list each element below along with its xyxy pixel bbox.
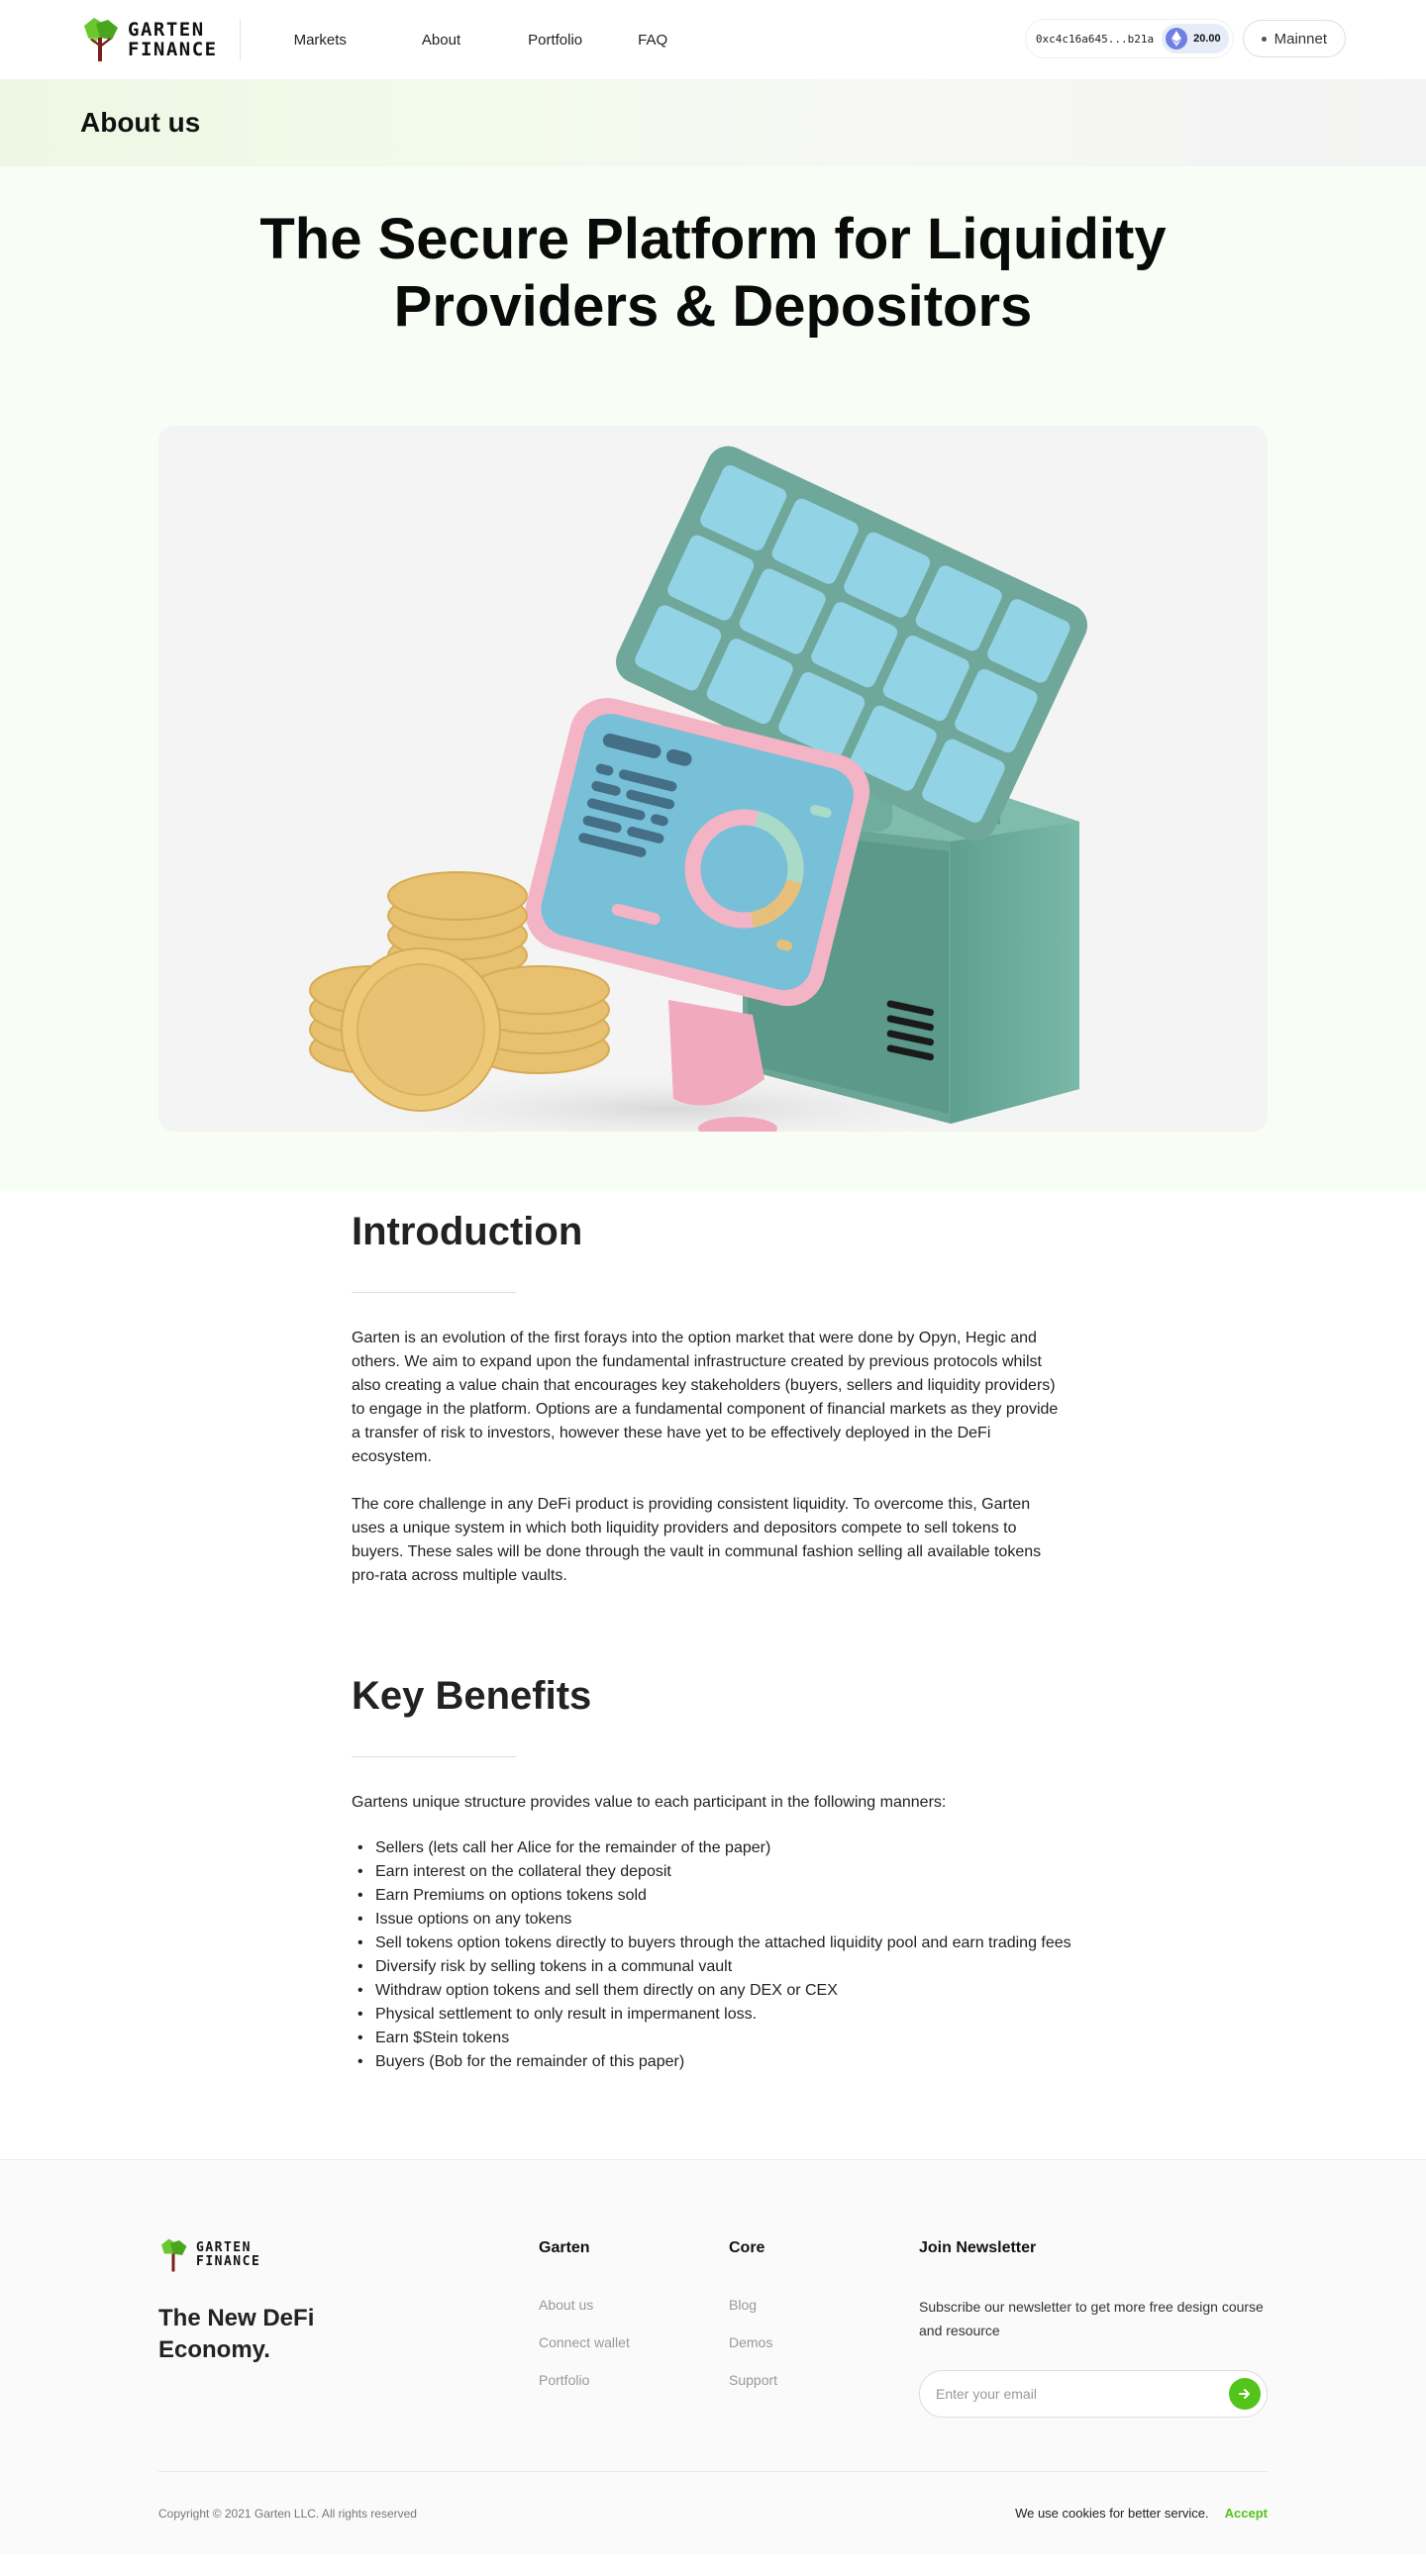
list-item: • Physical settlement to only result in impermanent loss.: [352, 2003, 1074, 2027]
tree-logo-icon: [158, 2237, 188, 2273]
footer-link-about-us[interactable]: About us: [539, 2297, 594, 2313]
introduction-paragraph: The core challenge in any DeFi product is providing consistent liquidity. To overcome this, Garten uses a unique system in which both liquidity providers and depositors compete to sell tokens to buyers. These sales will be done through the vault in communal fashion selling all available tokens pro-rata across multiple vaults.: [352, 1496, 1042, 1584]
nav-markets[interactable]: Markets: [293, 31, 347, 49]
footer-logo[interactable]: [158, 2237, 539, 2273]
main-nav: [294, 32, 668, 49]
list-item: • Earn Premiums on options tokens sold: [352, 1884, 1074, 1908]
footer-link-support[interactable]: Support: [729, 2372, 778, 2388]
introduction-title: Introduction: [352, 1210, 583, 1253]
key-benefits-section: [352, 1671, 1074, 2074]
introduction-divider: [352, 1292, 516, 1293]
tree-logo-icon: [80, 16, 120, 63]
benefits-list: [352, 1836, 1074, 2074]
about-banner: [0, 79, 1426, 166]
copyright-text: Copyright © 2021 Garten LLC. All rights reserved: [158, 2506, 417, 2521]
ethereum-icon: [1166, 28, 1187, 50]
hero-section: [0, 166, 1426, 1191]
footer-logo-text-top: GARTEN: [196, 2240, 252, 2255]
introduction-section: [352, 1207, 1074, 1588]
wallet-balance: 20.00: [1193, 33, 1221, 45]
footer-column-garten: [539, 2237, 729, 2418]
newsletter-description: Subscribe our newsletter to get more free design course and resource: [919, 2299, 1264, 2338]
header-divider: [240, 19, 241, 60]
footer-column-core: [729, 2237, 919, 2418]
page-title: About us: [80, 107, 201, 138]
footer-grid: [158, 2237, 1268, 2418]
hero-illustration-card: [158, 426, 1268, 1132]
cookie-notice: [1015, 2506, 1268, 2521]
newsletter-title: Join Newsletter: [919, 2239, 1037, 2256]
site-header: [0, 0, 1426, 79]
list-item: • Earn interest on the collateral they deposit: [352, 1860, 1074, 1884]
key-benefits-title: Key Benefits: [352, 1674, 592, 1718]
footer-brand: [158, 2237, 539, 2418]
list-item: • Earn $Stein tokens: [352, 2027, 1074, 2050]
introduction-paragraph: Garten is an evolution of the first forays into the option market that were done by Opyn, Hegic and others. We aim to expand upon the fundamental infrastructure created by previous protocols whilst also creating a value chain that encourages key stakeholders (buyers, sellers and liquidity providers) to engage in the platform. Options are a fundamental component of financial markets as they provide a transfer of risk to investors, however these have yet to be effectively deployed in the DeFi ecosystem.: [352, 1330, 1059, 1465]
solar-computer-illustration: [158, 426, 1268, 1132]
about-content: [352, 1191, 1074, 2074]
footer-link-portfolio[interactable]: Portfolio: [539, 2372, 590, 2388]
list-item: • Buyers (Bob for the remainder of this paper): [352, 2050, 1074, 2074]
footer-link-demos[interactable]: Demos: [729, 2334, 773, 2350]
footer-link-connect-wallet[interactable]: Connect wallet: [539, 2334, 630, 2350]
site-footer: [0, 2159, 1426, 2554]
wallet-balance-badge: [1162, 24, 1229, 53]
footer-tagline: The New DeFi Economy.: [158, 2305, 315, 2363]
list-item: • Issue options on any tokens: [352, 1908, 1074, 1932]
subscribe-button[interactable]: [1229, 2378, 1261, 2410]
nav-portfolio[interactable]: Portfolio: [528, 31, 583, 49]
list-item: • Diversify risk by selling tokens in a communal vault: [352, 1955, 1074, 1979]
email-input[interactable]: [936, 2386, 1229, 2402]
nav-faq[interactable]: FAQ: [638, 31, 668, 49]
key-benefits-divider: [352, 1756, 516, 1757]
nav-about[interactable]: About: [421, 31, 461, 49]
footer-column-title: Garten: [539, 2239, 590, 2256]
footer-column-title: Core: [729, 2239, 765, 2256]
arrow-right-icon: [1238, 2387, 1252, 2401]
footer-link-blog[interactable]: Blog: [729, 2297, 758, 2313]
newsletter-form: [919, 2370, 1268, 2418]
wallet-button[interactable]: [1026, 20, 1233, 57]
logo-text-top: GARTEN: [128, 19, 205, 41]
header-actions: [1026, 20, 1346, 57]
key-benefits-intro: Gartens unique structure provides value to each participant in the following manners:: [352, 1794, 947, 1811]
network-status-dot: [1262, 37, 1267, 42]
logo-text-bottom: FINANCE: [128, 39, 218, 60]
list-item: • Sellers (lets call her Alice for the remainder of the paper): [352, 1836, 1074, 1860]
cookie-text: We use cookies for better service.: [1015, 2506, 1209, 2521]
network-selector[interactable]: [1243, 20, 1346, 57]
wallet-address: 0xc4c16a645...b21a: [1035, 32, 1155, 46]
hero-title: The Secure Platform for Liquidity Providers & Depositors: [259, 207, 1167, 339]
network-label: Mainnet: [1273, 30, 1327, 48]
footer-logo-text-bottom: FINANCE: [196, 2254, 261, 2269]
list-item: • Sell tokens option tokens directly to buyers through the attached liquidity pool and earn trading fees: [352, 1932, 1074, 1955]
footer-bottom-bar: [158, 2471, 1268, 2554]
list-item: • Withdraw option tokens and sell them directly on any DEX or CEX: [352, 1979, 1074, 2003]
newsletter-section: [919, 2237, 1268, 2418]
logo[interactable]: [80, 16, 218, 63]
accept-cookies-button[interactable]: Accept: [1224, 2506, 1268, 2521]
